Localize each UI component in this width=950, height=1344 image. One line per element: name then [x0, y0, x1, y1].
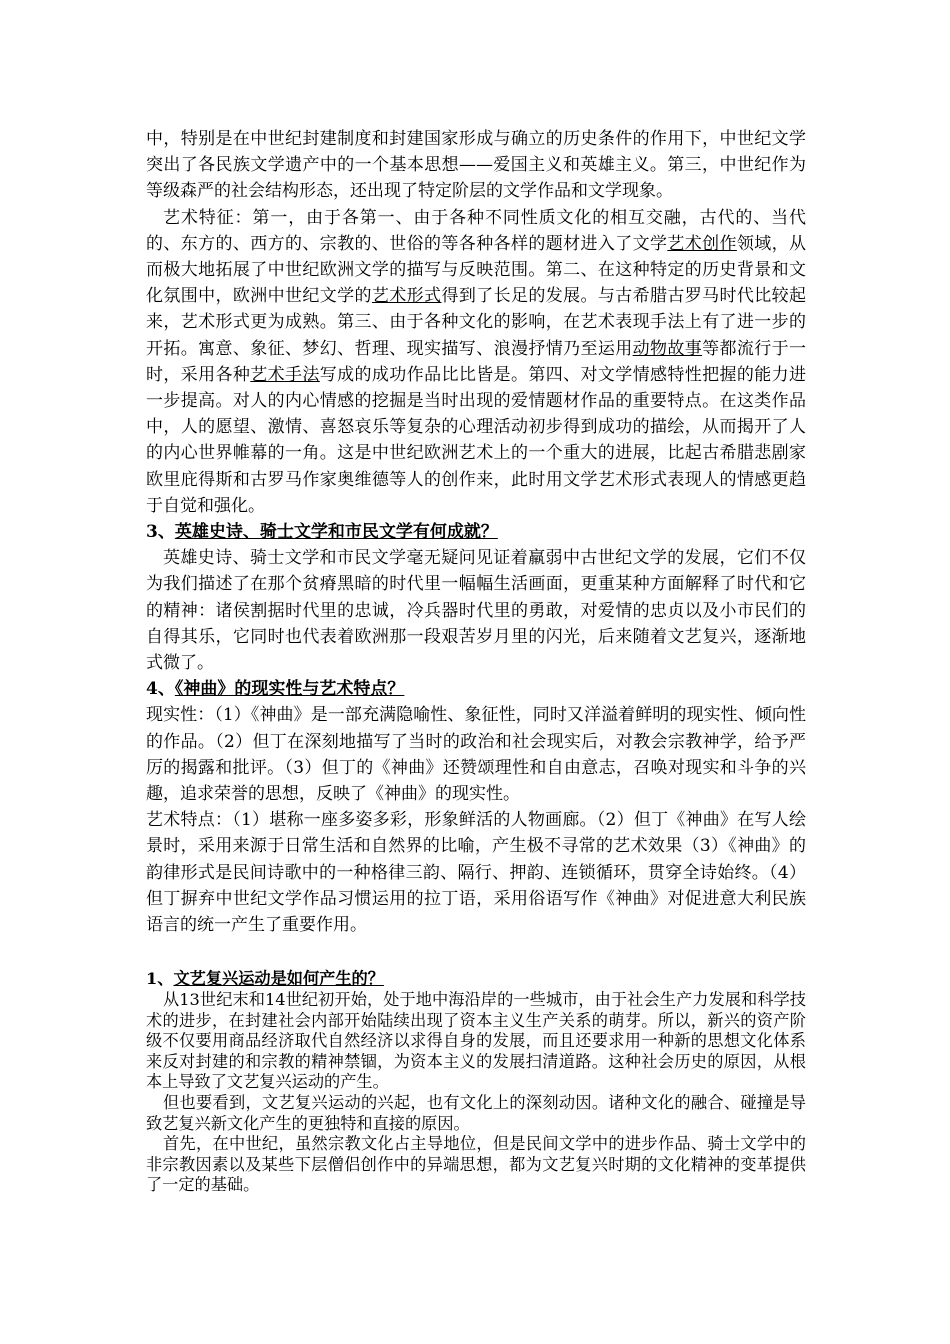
paragraph-first-cause: 首先，在中世纪，虽然宗教文化占主导地位，但是民间文学中的进步作品、骑士文学中的非宗教因素以及某些下层僧侣创作中的异端思想，都为文艺复兴时期的文化精神的变革提供了一定的基础。: [146, 1134, 806, 1195]
heading-number: 4、: [146, 679, 175, 700]
document-body-bottom: [146, 968, 806, 1196]
paragraph-artistic-features: [146, 205, 806, 519]
heading-question-3: [146, 519, 806, 545]
link-artistic-form[interactable]: 艺术形式: [371, 286, 442, 307]
heading-question-1: [146, 968, 806, 990]
heading-text: 英雄史诗、骑士文学和市民文学有何成就？: [174, 522, 498, 543]
paragraph-divine-comedy-art: 艺术特点：（1）堪称一座多姿多彩，形象鲜活的人物画廊。（2）但丁《神曲》在写人绘景时，采用来源于日常生活和自然界的比喻，产生极不寻常的艺术效果（3）《神曲》的韵律形式是民间诗歌中的一种格律三韵、隔行、押韵、连锁循环，贯穿全诗始终。（4）但丁摒弃中世纪文学作品习惯运用的拉丁语，采用俗语写作《神曲》对促进意大利民族语言的统一产生了重要作用。: [146, 810, 806, 936]
link-animal-stories[interactable]: 动物故事: [632, 338, 703, 359]
paragraph-divine-comedy-realism: 现实性：（1）《神曲》是一部充满隐喻性、象征性，同时又洋溢着鲜明的现实性、倾向性的作品。（2）但丁在深刻地描写了当时的政治和社会现实后，对教会宗教神学，给予严厉的揭露和批评。（3）但丁的《神曲》还赞颂理性和自由意志，召唤对现实和斗争的兴趣，追求荣誉的思想，反映了《神曲》的现实性。: [146, 705, 806, 805]
text-run: 等都流行于一时，采用各种: [146, 338, 807, 385]
link-artistic-technique[interactable]: 艺术手法: [250, 364, 320, 385]
link-artistic-creation[interactable]: 艺术创作: [667, 233, 737, 254]
text-run: 艺术特征：第一，由于各第一、由于各种不同性质文化的相互交融，古代的、当代的、东方的、西方的、宗教的、世俗的等各种各样的题材进入了文学: [146, 207, 806, 254]
paragraph-renaissance-origin: 从13世纪末和14世纪初开始，处于地中海沿岸的一些城市，由于社会生产力发展和科学技术的进步，在封建社会内部开始陆续出现了资本主义生产关系的萌芽。所以，新兴的资产阶级不仅要用商品经济取代自然经济以求得自身的发展，而且还要求用一种新的思想文化体系来反对封建的和宗教的精神禁锢，为资本主义的发展扫清道路。这种社会历史的原因，从根本上导致了文艺复兴运动的产生。: [146, 990, 806, 1092]
heading-question-4: [146, 676, 806, 702]
paragraph-cultural-causes: 但也要看到，文艺复兴运动的兴起，也有文化上的深刻动因。诸种文化的融合、碰撞是导致艺复兴新文化产生的更独特和直接的原因。: [146, 1092, 806, 1133]
heading-number: 1、: [146, 969, 174, 988]
paragraph-epic-chivalric-burgher: 英雄史诗、骑士文学和市民文学毫无疑问见证着羸弱中古世纪文学的发展，它们不仅为我们描述了在那个贫瘠黑暗的时代里一幅幅生活画面，更重某种方面解释了时代和它的精神：诸侯割据时代里的忠诚，冷兵器时代里的勇敢，对爱情的忠贞以及小市民们的自得其乐，它同时也代表着欧洲那一段艰苦岁月里的闪光，后来随着文艺复兴，逐渐地式微了。: [146, 548, 806, 674]
document-body-top: [146, 126, 806, 938]
paragraph-medieval-literature-features: 中，特别是在中世纪封建制度和封建国家形成与确立的历史条件的作用下，中世纪文学突出了各民族文学遗产中的一个基本思想——爱国主义和英雄主义。第三，中世纪作为等级森严的社会结构形态，还出现了特定阶层的文学作品和文学现象。: [146, 129, 806, 202]
heading-text: 《神曲》的现实性与艺术特点？: [174, 679, 405, 700]
text-run: 写成的成功作品比比皆是。第四、对文学情感特性把握的能力进一步提高。对人的内心情感的挖掘是当时出现的爱情题材作品的重要特点。在这类作品中，人的愿望、激情、喜怒哀乐等复杂的心理活动初步得到成功的描绘，从而揭开了人的内心世界帷幕的一角。这是中世纪欧洲艺术上的一个重大的进展，比起古希腊悲剧家欧里庇得斯和古罗马作家奥维德等人的创作来，此时用文学艺术形式表现人的情感更趋于自觉和强化。: [146, 364, 807, 516]
text-run: 领域，从而极大地拓展了中世纪欧洲文学的描写与反映范围。第二、在这种特定的历史背景和文化氛围中，欧洲中世纪文学的: [146, 233, 807, 307]
text-run: 得到了长足的发展。与古希腊古罗马时代比较起来，艺术形式更为成熟。第三、由于各种文化的影响，在艺术表现手法上有了进一步的开拓。寓意、象征、梦幻、哲理、现实描写、浪漫抒情乃至运用: [146, 286, 807, 359]
heading-text: 文艺复兴运动是如何产生的？: [173, 969, 384, 988]
heading-number: 3、: [146, 522, 175, 543]
